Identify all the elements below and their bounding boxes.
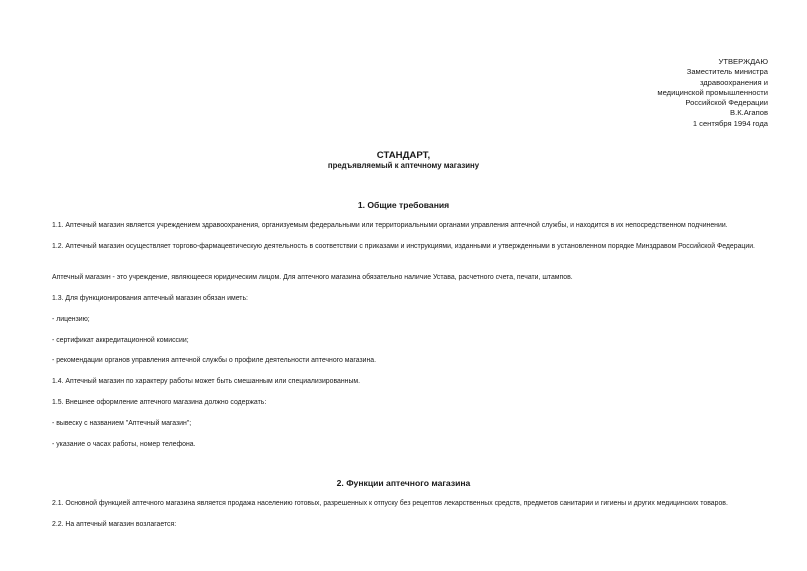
list-item: - вывеску с названием "Аптечный магазин"; [52, 420, 192, 427]
paragraph: 1.1. Аптечный магазин является учреждением здравоохранения, организуемым федеральными или территориальными органами управления аптечной службы, и находится в их непосредственном подчинении. [52, 222, 728, 229]
list-item: - рекомендации органов управления аптечной службы о профиле деятельности аптечного магазина. [52, 357, 377, 364]
section-heading: 1. Общие требования [357, 200, 450, 210]
paragraph: Аптечный магазин - это учреждение, являющееся юридическим лицом. Для аптечного магазина обязательно наличие Устава, расчетного счета, печати, штампов. [52, 274, 573, 281]
paragraph: 1.3. Для функционирования аптечный магазин обязан иметь: [52, 295, 248, 302]
list-item: - сертификат аккредитационной комиссии; [52, 337, 189, 344]
approver-position: Заместитель министра [686, 67, 768, 77]
paragraph: 1.4. Аптечный магазин по характеру работы может быть смешанным или специализированным. [52, 378, 361, 385]
approver-name: В.К.Агапов [730, 108, 768, 118]
approval-block [657, 57, 768, 129]
list-item: - указание о часах работы, номер телефона. [52, 441, 196, 448]
approval-date: 1 сентября 1994 года [692, 118, 768, 128]
approver-position: здравоохранения и [699, 77, 768, 87]
approver-position: Российской Федерации [685, 98, 768, 108]
document-subtitle: предъявляемый к аптечному магазину [327, 161, 480, 170]
paragraph: 2.1. Основной функцией аптечного магазина является продажа населению готовых, разрешенных к отпуску без рецептов лекарственных средств, предметов санитарии и гигиены и других медицинских товаров. [52, 500, 728, 507]
document-title: СТАНДАРТ, [376, 150, 431, 161]
paragraph: 2.2. На аптечный магазин возлагается: [52, 521, 177, 528]
approver-position: медицинской промышленности [657, 87, 768, 97]
section-heading: 2. Функции аптечного магазина [336, 478, 471, 488]
approval-heading: УТВЕРЖДАЮ [718, 57, 768, 66]
paragraph: 1.2. Аптечный магазин осуществляет торгово-фармацевтическую деятельность в соответствии с приказами и инструкциями, изданными и утвержденными в установленном порядке Минздравом Российской Федерации. [52, 243, 755, 250]
list-item: - лицензию; [52, 316, 90, 323]
paragraph: 1.5. Внешнее оформление аптечного магазина должно содержать: [52, 399, 267, 406]
